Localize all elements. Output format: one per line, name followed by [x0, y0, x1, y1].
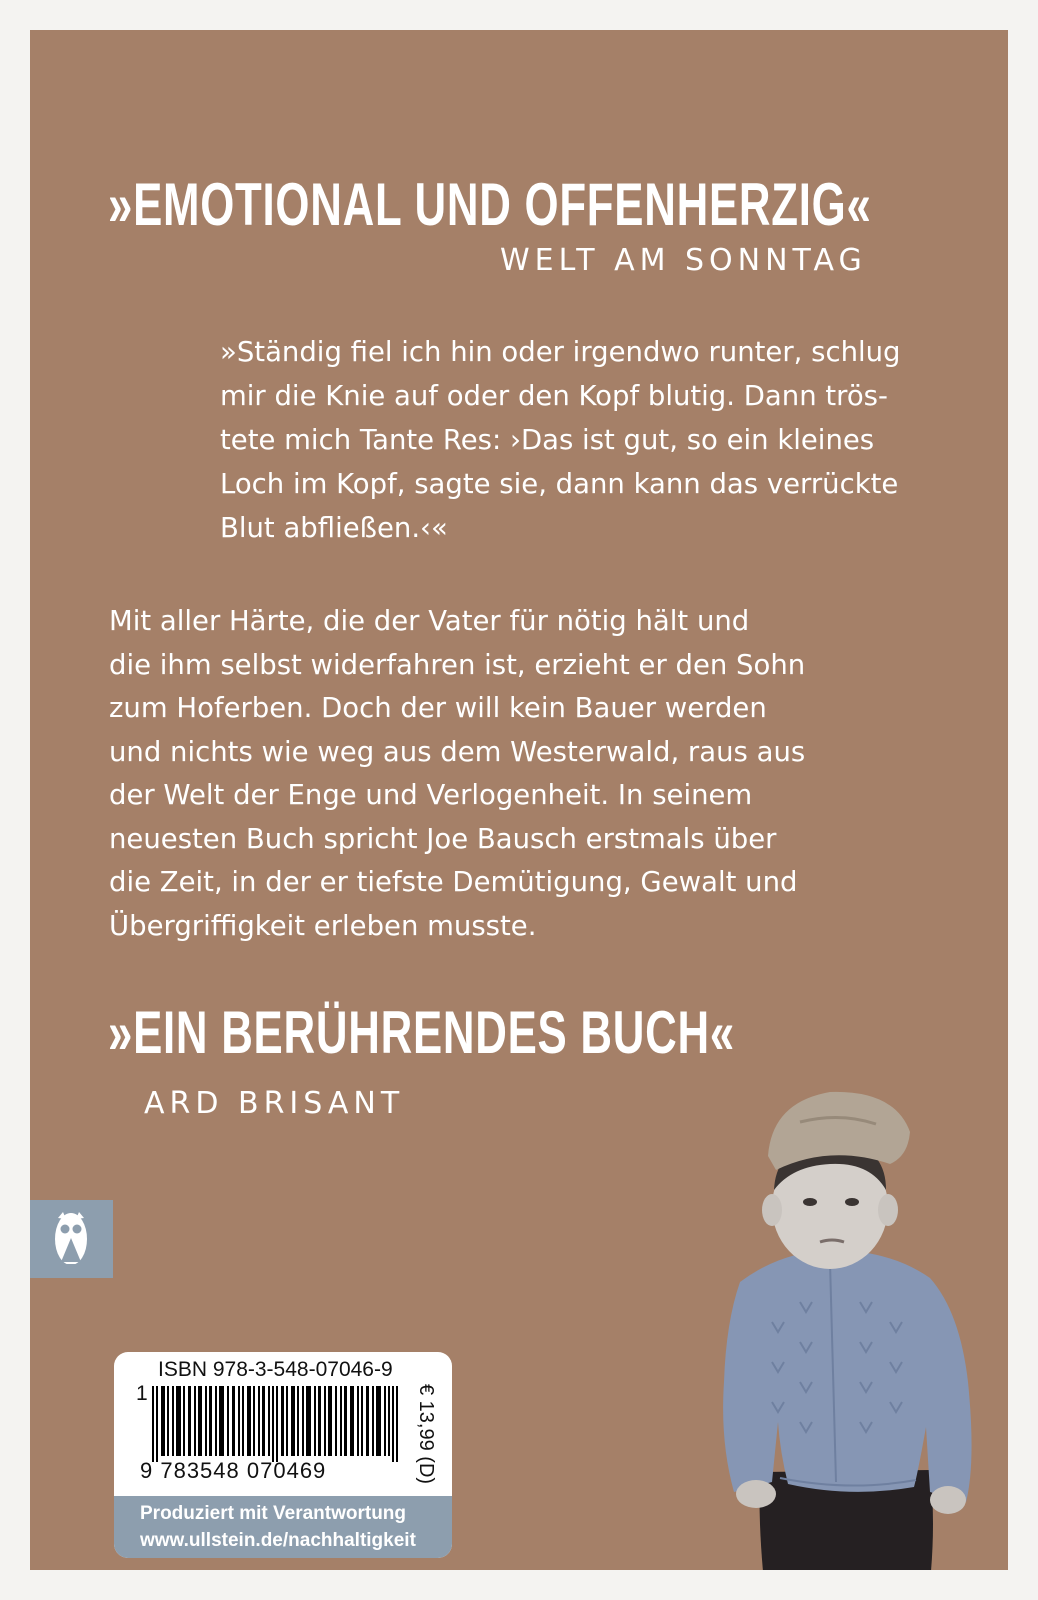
excerpt-line: Loch im Kopf, sagte sie, dann kann das verrückte	[220, 468, 899, 500]
sustainability-url: www.ullstein.de/nachhaltigkeit	[140, 1530, 416, 1551]
excerpt-line: Blut abfließen.‹«	[220, 512, 448, 544]
excerpt-line: mir die Knie auf oder den Kopf blutig. Dann trös-	[220, 380, 888, 412]
description-line: der Welt der Enge und Verlogenheit. In seinem	[109, 779, 753, 811]
description-line: Mit aller Härte, die der Vater für nötig hält und	[109, 605, 750, 637]
barcode-lead-digit: 1	[136, 1382, 148, 1405]
barcode-digits: 9 783548 070469	[140, 1458, 327, 1483]
quote2-source: ARD BRISANT	[144, 1086, 405, 1121]
excerpt-quote	[220, 330, 920, 550]
book-back-cover	[30, 30, 1008, 1570]
excerpt-line: tete mich Tante Res: ›Das ist gut, so ein kleines	[220, 424, 875, 456]
description-line: die ihm selbst widerfahren ist, erzieht er den Sohn	[109, 648, 806, 681]
description-line: und nichts wie weg aus dem Westerwald, raus aus	[109, 735, 806, 768]
description-line: neuesten Buch spricht Joe Bausch erstmals über	[109, 822, 777, 855]
description-line: zum Hoferben. Doch der will kein Bauer werden	[109, 692, 767, 724]
description-line: die Zeit, in der er tiefste Demütigung, Gewalt und	[109, 866, 798, 898]
price-text: € 13,99 (D)	[415, 1384, 437, 1485]
boy-photo	[680, 1082, 980, 1570]
description-line: Übergriffigkeit erleben musste.	[109, 909, 537, 942]
quote1-source: WELT AM SONNTAG	[500, 243, 867, 278]
isbn-text: ISBN 978-3-548-07046-9	[158, 1358, 393, 1381]
sustainability-line1: Produziert mit Verantwortung	[140, 1503, 407, 1524]
barcode-label	[114, 1352, 452, 1558]
quote1-title: »EMOTIONAL UND OFFENHERZIG«	[108, 171, 872, 238]
sustainability-band	[114, 1496, 452, 1558]
barcode	[152, 1386, 412, 1462]
publisher-logo	[30, 1200, 113, 1278]
excerpt-line: »Ständig fiel ich hin oder irgendwo runter, schlug	[220, 336, 901, 368]
quote2-title: »EIN BERÜHRENDES BUCH«	[108, 999, 735, 1066]
owl-logo-icon	[30, 1200, 113, 1278]
description-paragraph	[109, 600, 849, 948]
